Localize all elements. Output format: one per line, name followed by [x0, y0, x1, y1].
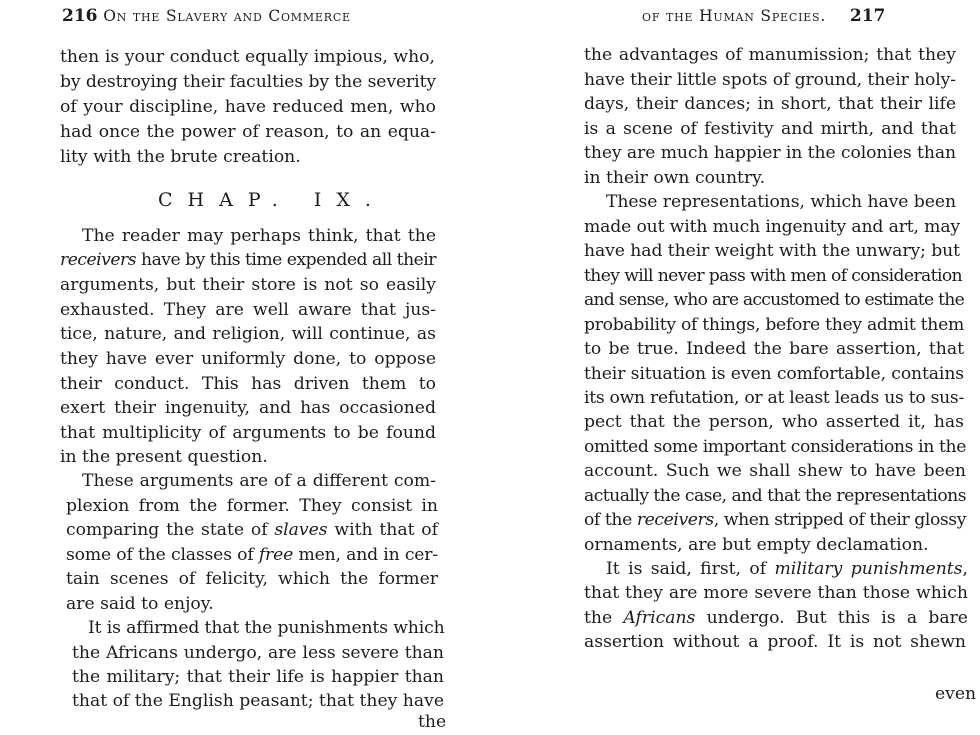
text-line: they are much happier in the colonies than: [584, 143, 956, 163]
text-line: These arguments are of a different com-: [82, 471, 436, 491]
right-catchword: even: [935, 684, 977, 704]
text-line: then is your conduct equally impious, who,: [60, 47, 435, 67]
text-line: their situation is even comfortable, contains: [584, 364, 964, 384]
text-line: exert their ingenuity, and has occasioned: [60, 398, 436, 418]
text-line: have had their weight with the unwary; but: [584, 241, 960, 261]
text-line: tice, nature, and religion, will continue, as: [60, 324, 436, 344]
text-line: the Africans undergo, are less severe than: [72, 643, 444, 663]
text-line: arguments, but their store is not so easily: [60, 275, 436, 295]
right-running-title: of the Human Species.: [642, 7, 827, 25]
text-line: the advantages of manumission; that they: [584, 45, 956, 65]
text-line: that they are more severe than those which: [584, 583, 968, 603]
text-line: of your discipline, have reduced men, who: [60, 97, 436, 117]
left-page-number: 216: [62, 6, 98, 26]
text-line: its own refutation, or at least leads us to sus-: [584, 388, 964, 408]
left-running-title: On the Slavery and Commerce: [103, 7, 351, 25]
text-line: receivers have by this time expended all their: [60, 250, 436, 270]
text-line: is a scene of festivity and mirth, and that: [584, 119, 956, 139]
text-line: and sense, who are accustomed to estimate the: [584, 290, 964, 310]
text-line: These representations, which have been: [606, 192, 956, 212]
right-running-head: [642, 6, 885, 26]
text-line: that multiplicity of arguments to be found: [60, 423, 436, 443]
text-line: comparing the state of slaves with that of: [66, 520, 438, 540]
text-line: by destroying their faculties by the severity: [60, 72, 436, 92]
text-line: had once the power of reason, to an equa-: [60, 122, 436, 142]
text-line: in their own country.: [584, 168, 766, 188]
text-line: actually the case, and that the representations: [584, 486, 966, 506]
right-page: [490, 0, 980, 735]
text-line: to be true. Indeed the bare assertion, that: [584, 339, 964, 359]
text-line: they have ever uniformly done, to oppose: [60, 349, 436, 369]
text-line: made out with much ingenuity and art, may: [584, 217, 960, 237]
text-line: plexion from the former. They consist in: [66, 496, 438, 516]
text-line: of the receivers, when stripped of their glossy: [584, 510, 966, 530]
text-line: account. Such we shall shew to have been: [584, 461, 966, 481]
text-line: exhausted. They are well aware that jus-: [60, 300, 436, 320]
left-running-head: [62, 6, 351, 26]
text-line: The reader may perhaps think, that the: [82, 226, 436, 246]
text-line: the military; that their life is happier than: [72, 667, 444, 687]
text-line: It is affirmed that the punishments which: [88, 618, 445, 638]
text-line: have their little spots of ground, their holy-: [584, 70, 956, 90]
text-line: probability of things, before they admit them: [584, 315, 964, 335]
text-line: It is said, first, of military punishments,: [606, 559, 968, 579]
text-line: tain scenes of felicity, which the former: [66, 569, 438, 589]
text-line: ornaments, are but empty declamation.: [584, 535, 929, 555]
text-line: pect that the person, who asserted it, has: [584, 412, 964, 432]
text-line: the Africans undergo. But this is a bare: [584, 608, 968, 628]
left-catchword: the: [418, 712, 447, 732]
text-line: are said to enjoy.: [66, 594, 214, 614]
text-line: lity with the brute creation.: [60, 147, 301, 167]
chapter-heading: CHAP. IX.: [158, 189, 386, 211]
text-line: that of the English peasant; that they have: [72, 691, 444, 711]
text-line: omitted some important considerations in the: [584, 437, 966, 457]
text-line: days, their dances; in short, that their life: [584, 94, 956, 114]
text-line: their conduct. This has driven them to: [60, 374, 436, 394]
text-line: in the present question.: [60, 447, 268, 467]
right-page-number: 217: [849, 6, 886, 26]
text-line: some of the classes of free men, and in cer-: [66, 545, 439, 565]
text-line: assertion without a proof. It is not shewn: [584, 632, 966, 652]
text-line: they will never pass with men of consideration: [584, 266, 962, 286]
